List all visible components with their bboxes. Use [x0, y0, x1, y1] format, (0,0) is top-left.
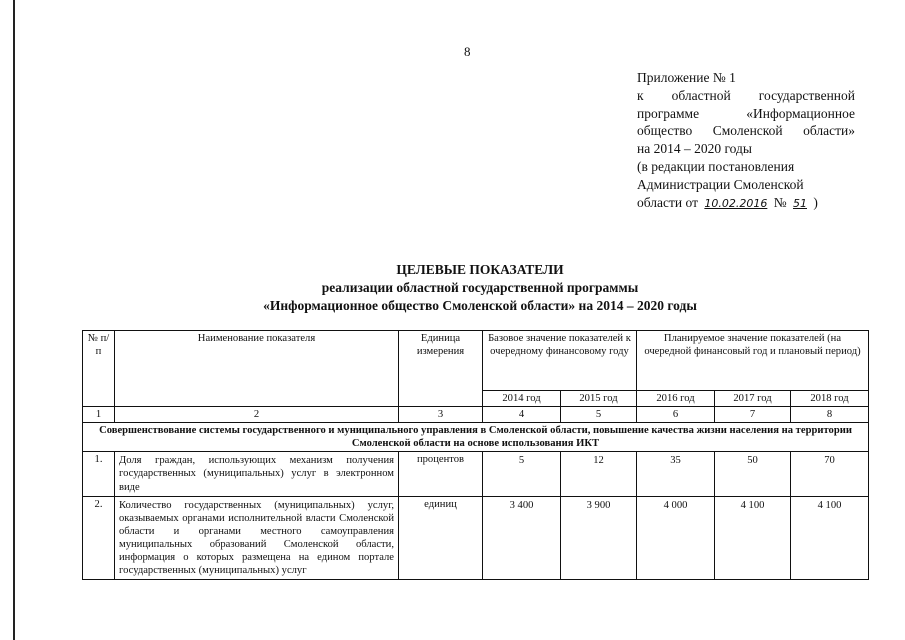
row-num: 1.: [83, 452, 115, 496]
appendix-line: Приложение № 1: [637, 70, 736, 85]
row-value-2016: 35: [637, 452, 715, 496]
title-line-1: ЦЕЛЕВЫЕ ПОКАЗАТЕЛИ: [396, 262, 564, 277]
col-number: 7: [715, 407, 791, 423]
document-title: [200, 261, 760, 315]
section-heading: Совершенствование системы государственного и муниципального управления в Смоленской области, повышение качества жизни населения на территории Смоленской области на основе использования ИКТ: [83, 423, 869, 452]
header-year-2016: 2016 год: [637, 391, 715, 407]
header-num: № п/п: [83, 331, 115, 407]
header-year-2014: 2014 год: [483, 391, 561, 407]
row-num: 2.: [83, 496, 115, 580]
header-year-2018: 2018 год: [791, 391, 869, 407]
header-planned: Планируемое значение показателей (на очередной финансовый год и плановый период): [637, 331, 869, 391]
col-number: 2: [115, 407, 399, 423]
row-value-2014: 3 400: [483, 496, 561, 580]
title-line-2: реализации областной государственной программы: [321, 280, 639, 295]
page-left-border: [13, 0, 15, 640]
row-value-2015: 12: [561, 452, 637, 496]
indicators-table-wrapper: [82, 330, 869, 580]
row-name: Количество государственных (муниципальных) услуг, оказываемых органами исполнительной власти Смоленской области и органами местного самоуправления муниципальных образований Смоленской области, информация о которых размещена на едином портале государственных (муниципальных) услуг: [115, 496, 399, 580]
header-unit: Единица измерения: [399, 331, 483, 407]
header-year-2015: 2015 год: [561, 391, 637, 407]
row-name: Доля граждан, использующих механизм получения государственных (муниципальных) услуг в электронном виде: [115, 452, 399, 496]
appendix-header: [637, 69, 855, 212]
appendix-line: Администрации Смоленской: [637, 176, 804, 192]
row-value-2016: 4 000: [637, 496, 715, 580]
appendix-line: к областной государственной: [637, 87, 855, 103]
appendix-resolution-line: [637, 194, 855, 213]
appendix-line: программе «Информационное: [637, 105, 855, 121]
row-value-2018: 70: [791, 452, 869, 496]
row-value-2017: 4 100: [715, 496, 791, 580]
appendix-line: общество Смоленской области»: [637, 123, 855, 139]
col-number: 8: [791, 407, 869, 423]
col-number: 1: [83, 407, 115, 423]
indicators-table: [82, 330, 869, 580]
row-unit: единиц: [399, 496, 483, 580]
row-value-2015: 3 900: [561, 496, 637, 580]
header-base: Базовое значение показателей к очередному финансовому году: [483, 331, 637, 391]
closing-paren: ): [813, 194, 818, 210]
row-unit: процентов: [399, 452, 483, 496]
row-value-2018: 4 100: [791, 496, 869, 580]
col-number: 4: [483, 407, 561, 423]
page-number: 8: [464, 44, 471, 59]
appendix-line: на 2014 – 2020 годы: [637, 141, 752, 157]
appendix-line-prefix: области от: [637, 194, 698, 210]
col-number: 3: [399, 407, 483, 423]
header-name: Наименование показателя: [115, 331, 399, 407]
header-year-2017: 2017 год: [715, 391, 791, 407]
number-label: №: [773, 194, 787, 210]
col-number: 5: [561, 407, 637, 423]
col-number: 6: [637, 407, 715, 423]
handwritten-number: 51: [792, 196, 807, 210]
appendix-line: (в редакции постановления: [637, 158, 795, 174]
handwritten-date: 10.02.2016: [704, 196, 768, 210]
title-line-3: «Информационное общество Смоленской области» на 2014 – 2020 годы: [263, 298, 697, 313]
row-value-2017: 50: [715, 452, 791, 496]
row-value-2014: 5: [483, 452, 561, 496]
